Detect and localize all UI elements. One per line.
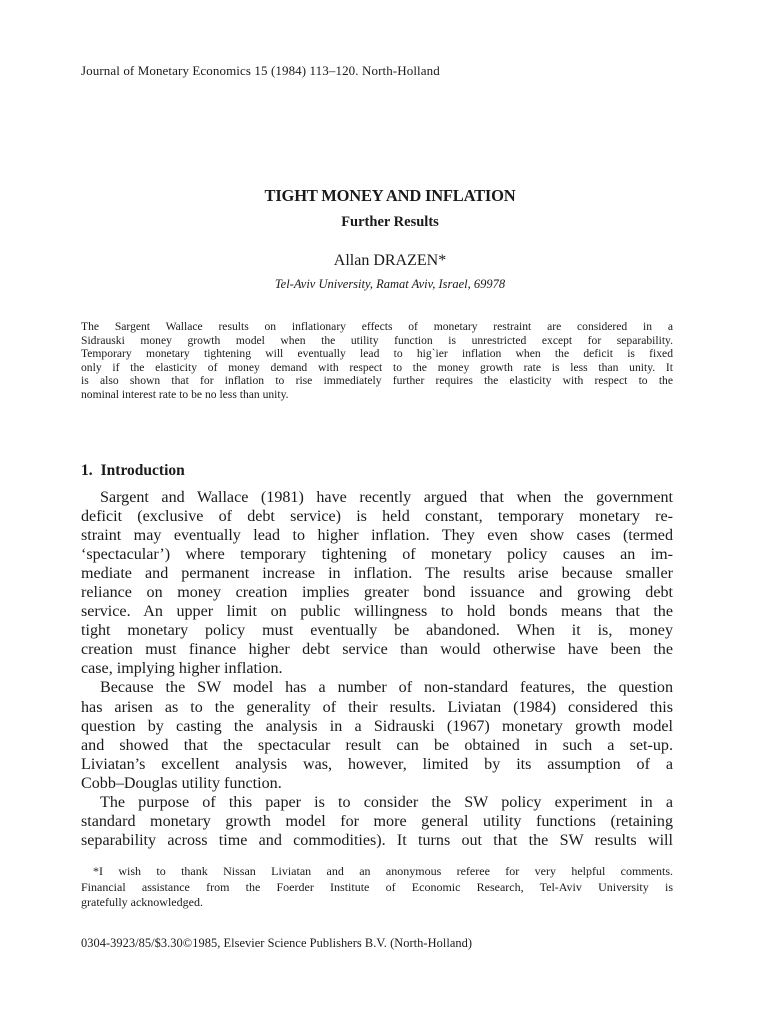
body-line: has arisen as to the generality of their results. Liviatan (1984) considered this [81, 698, 673, 716]
body-line: tight monetary policy must eventually be abandoned. When it is, money [81, 622, 673, 640]
body-line: and showed that the spectacular result can be obtained in such a set-up. [81, 736, 673, 754]
abstract-line: nominal interest rate to be no less than unity. [81, 387, 289, 401]
body-line: Sargent and Wallace (1981) have recently argued that when the government [100, 489, 673, 506]
body-line: mediate and permanent increase in inflation. The results arise because smaller [81, 565, 673, 583]
author-affiliation: Tel-Aviv University, Ramat Aviv, Israel, 69978 [274, 277, 506, 291]
body-line: question by casting the analysis in a Sidrauski (1967) monetary growth model [81, 717, 673, 735]
body-line: straint may eventually lead to higher inflation. They even show cases (termed [81, 527, 673, 545]
abstract-line: Sidrauski money growth model when the utility function is unrestricted except for separability. [81, 333, 673, 347]
abstract-line: only if the elasticity of money demand with respect to the money growth rate is less than unity. It [81, 360, 673, 374]
body-line: The purpose of this paper is to consider the SW policy experiment in a [100, 793, 673, 811]
body-line: Liviatan’s excellent analysis was, however, limited by its assumption of a [81, 755, 673, 773]
footnote-line: *I wish to thank Nissan Liviatan and an anonymous referee for very helpful comments. [93, 864, 673, 878]
body-text [81, 488, 673, 850]
body-line: ‘spectacular’) where temporary tightening of monetary policy causes an im- [81, 546, 673, 564]
body-line: Cobb–Douglas utility function. [81, 774, 282, 792]
abstract-line: is also shown that for inflation to rise immediately further requires the elasticity with respect to the [81, 374, 673, 388]
body-line: standard monetary growth model for more general utility functions (retaining [81, 812, 673, 830]
abstract-line: Temporary monetary tightening will eventually lead to hig`ier inflation when the deficit is fixed [81, 347, 673, 361]
article-subtitle: Further Results [341, 214, 439, 230]
abstract [81, 320, 673, 402]
body-line: reliance on money creation implies greater bond issuance and growing debt [81, 584, 673, 602]
article-author: Allan DRAZEN* [333, 252, 447, 269]
copyright-line: 0304-3923/85/$3.30©1985, Elsevier Science Publishers B.V. (North-Holland) [81, 936, 473, 950]
article-title: TIGHT MONEY AND INFLATION [264, 186, 516, 205]
body-line: creation must finance higher debt service than would otherwise have been the [81, 641, 673, 659]
section-number: 1. [81, 462, 93, 479]
footnote-line: gratefully acknowledged. [81, 895, 203, 909]
body-line: service. An upper limit on public willingness to hold bonds means that the [81, 603, 673, 621]
abstract-line: The Sargent Wallace results on inflationary effects of monetary restraint are considered in a [81, 320, 673, 333]
section-heading [81, 462, 185, 480]
section-title: Introduction [100, 462, 185, 479]
footnote [81, 864, 673, 911]
body-line: Because the SW model has a number of non-standard features, the question [100, 679, 673, 697]
body-line: deficit (exclusive of debt service) is held constant, temporary monetary re- [81, 508, 673, 526]
body-line: separability across time and commodities). It turns out that the SW results will [81, 831, 673, 849]
footnote-line: Financial assistance from the Foerder Institute of Economic Research, Tel-Aviv University is [81, 879, 673, 894]
body-line: case, implying higher inflation. [81, 660, 283, 678]
journal-citation: Journal of Monetary Economics 15 (1984) 113–120. North-Holland [81, 63, 440, 78]
